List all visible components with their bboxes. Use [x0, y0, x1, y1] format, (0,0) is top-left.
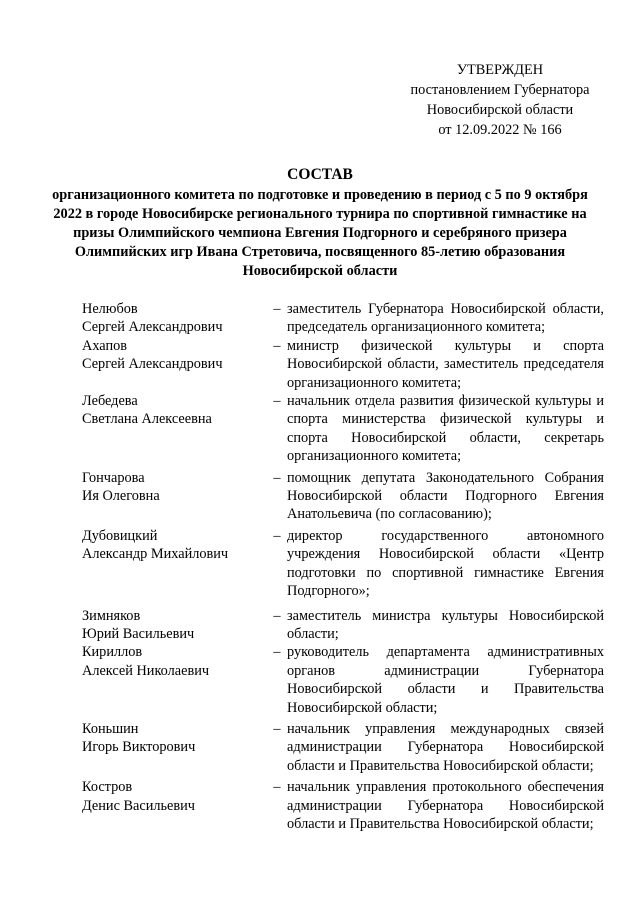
member-given-name: Ия Олеговна: [82, 488, 160, 505]
member-surname: Зимняков: [82, 607, 141, 624]
separator-dash: –: [273, 644, 281, 661]
member-surname: Костров: [82, 779, 133, 796]
separator-dash: –: [273, 301, 281, 317]
document-title: СОСТАВ: [287, 166, 353, 183]
separator-dash: –: [273, 607, 281, 624]
member-surname: Гончарова: [82, 469, 145, 486]
member-role: заместитель министра культуры Новосибирской области;: [287, 607, 604, 642]
approval-title: УТВЕРЖДЕН: [456, 62, 544, 78]
member-name: [82, 469, 267, 524]
member-name: [82, 778, 267, 833]
member-role: заместитель Губернатора Новосибирской области, председатель организационного комитета;: [287, 301, 604, 336]
document-heading: [40, 165, 600, 281]
member-role: руководитель департамента административных органов администрации Губернатора Новосибирской области и Правительства Новосибирской области;: [287, 644, 604, 716]
member-name: [82, 392, 267, 466]
member-given-name: Игорь Викторович: [82, 739, 196, 756]
member-name: [82, 300, 267, 337]
committee-member: [82, 337, 604, 392]
member-given-name: Александр Михайлович: [82, 546, 229, 563]
committee-member: [82, 469, 604, 524]
member-role: начальник управления международных связей администрации Губернатора Новосибирской области и Правительства Новосибирской области;: [287, 720, 604, 774]
separator-dash: –: [273, 393, 281, 410]
separator-dash: –: [273, 720, 281, 737]
member-role: помощник депутата Законодательного Собрания Новосибирской области Подгорного Евгения Анатольевича (по согласованию);: [287, 469, 604, 523]
separator-dash: –: [273, 337, 281, 354]
approval-block: [395, 60, 605, 140]
committee-member: [82, 720, 604, 775]
member-role: министр физической культуры и спорта Новосибирской области, заместитель председателя организационного комитета;: [287, 337, 604, 391]
member-role: директор государственного автономного учреждения Новосибирской области «Центр подготовки по спортивной гимнастике Евгения Подгорного»;: [287, 527, 604, 600]
member-surname: Нелюбов: [82, 301, 138, 317]
separator-dash: –: [273, 779, 281, 796]
member-given-name: Алексей Николаевич: [82, 662, 210, 679]
committee-list: [82, 300, 604, 833]
approval-line: постановлением Губернатора: [410, 82, 590, 98]
committee-member: [82, 607, 604, 644]
committee-member: [82, 527, 604, 601]
member-name: [82, 643, 267, 717]
committee-member: [82, 392, 604, 466]
member-name: [82, 607, 267, 644]
member-role: начальник управления протокольного обеспечения администрации Губернатора Новосибирской области и Правительства Новосибирской области;: [287, 779, 604, 832]
member-surname: Дубовицкий: [82, 527, 158, 544]
committee-member: [82, 643, 604, 717]
member-name: [82, 527, 267, 601]
member-given-name: Сергей Александрович: [82, 356, 223, 373]
member-given-name: Юрий Васильевич: [82, 625, 195, 642]
document-subtitle: организационного комитета по подготовке и проведению в период с 5 по 9 октября 2022 в городе Новосибирске регионального турнира по спортивной гимнастике на призы Олимпийского чемпиона Евгения Подгорного и серебряного призера Олимпийских игр Ивана Стретовича, посвященного 85-летию образования Новосибирской области: [52, 187, 588, 279]
member-surname: Коньшин: [82, 720, 139, 737]
committee-member: [82, 300, 604, 337]
member-surname: Ахапов: [82, 337, 127, 354]
member-given-name: Сергей Александрович: [82, 319, 223, 336]
member-surname: Кириллов: [82, 644, 143, 661]
member-name: [82, 720, 267, 775]
member-given-name: Светлана Алексеевна: [82, 411, 212, 428]
approval-line: Новосибирской области: [426, 102, 574, 118]
committee-member: [82, 778, 604, 833]
separator-dash: –: [273, 469, 281, 486]
member-given-name: Денис Васильевич: [82, 797, 195, 814]
approval-date: от 12.09.2022 № 166: [438, 122, 562, 138]
member-surname: Лебедева: [82, 393, 138, 410]
separator-dash: –: [273, 527, 281, 544]
member-role: начальник отдела развития физической культуры и спорта министерства физической культуры и спорта Новосибирской области, секретарь организационного комитета;: [287, 393, 604, 465]
member-name: [82, 337, 267, 392]
